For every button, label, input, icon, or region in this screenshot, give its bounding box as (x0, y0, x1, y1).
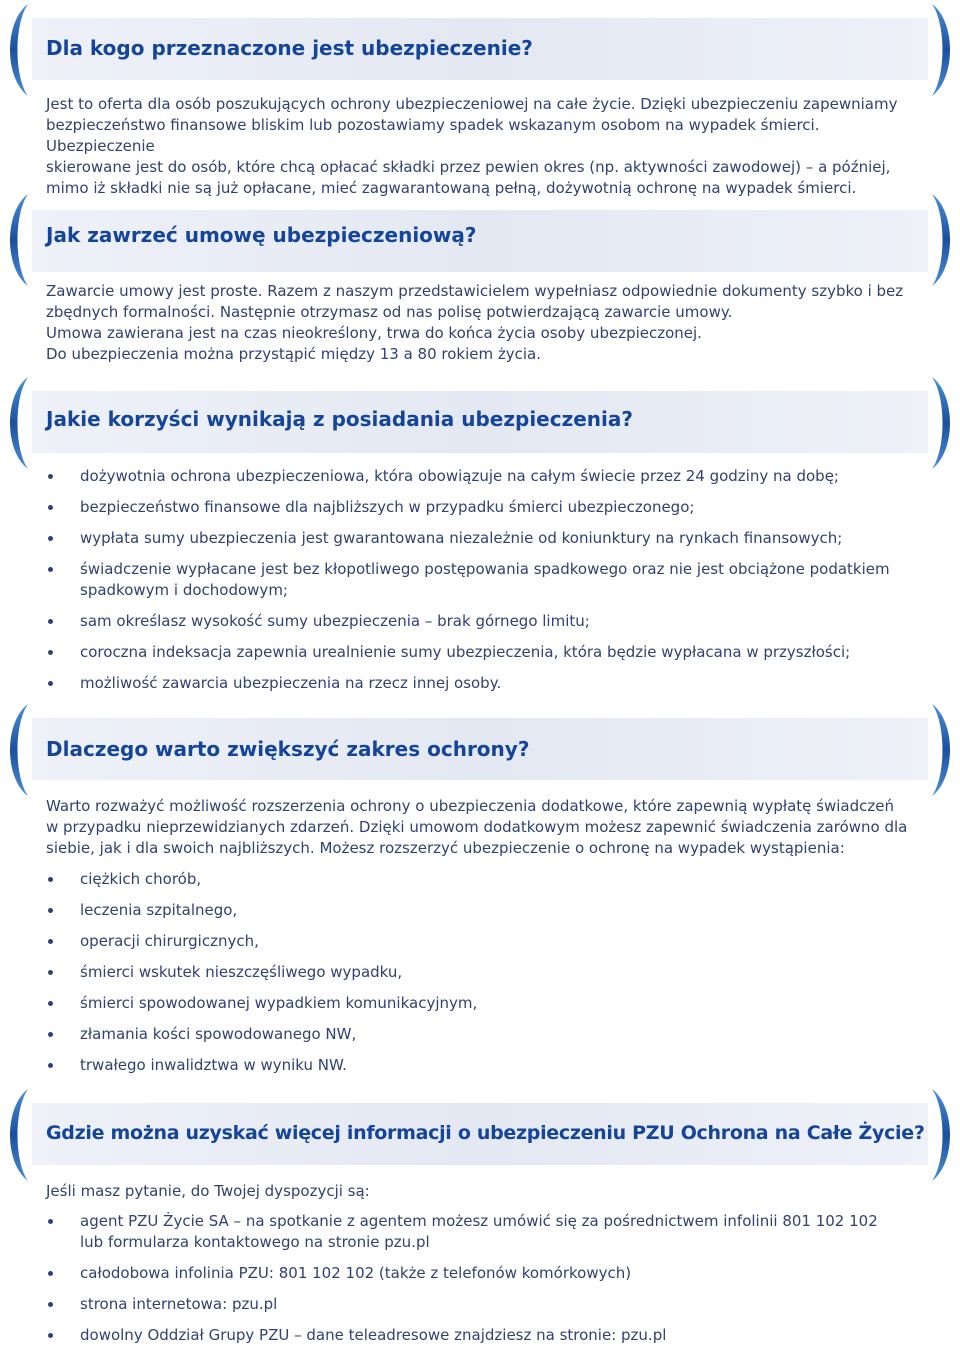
list-item (46, 559, 916, 601)
list-item: złamania kości spowodowanego NW, (46, 1024, 916, 1045)
text-line: Do ubezpieczenia można przystąpić między 13 a 80 rokiem życia. (46, 345, 542, 363)
text-line: bezpieczeństwo finansowe bliskim lub pozostawiamy spadek wskazanym osobom na wypadek śmierci. Ubezpieczenie (46, 116, 820, 155)
list-item: trwałego inwalidztwa w wyniku NW. (46, 1055, 916, 1076)
list-item: dożywotnia ochrona ubezpieczeniowa, która obowiązuje na całym świecie przez 24 godziny na dobę; (46, 466, 916, 487)
right-bracket-decoration (928, 375, 958, 471)
section-title-why-extend: Dlaczego warto zwiększyć zakres ochrony? (46, 737, 530, 761)
text-line: Zawarcie umowy jest proste. Razem z naszym przedstawicielem wypełniasz odpowiednie dokumenty szybko i bez (46, 282, 904, 300)
section-title-who-for: Dla kogo przeznaczone jest ubezpieczenie? (46, 36, 533, 60)
list-item: możliwość zawarcia ubezpieczenia na rzecz innej osoby. (46, 673, 916, 694)
why-extend-paragraph (46, 796, 916, 859)
contact-list (46, 1211, 916, 1346)
list-item-line: świadczenie wypłacane jest bez kłopotliwego postępowania spadkowego oraz nie jest obciążone podatkiem (80, 560, 890, 578)
list-item: dowolny Oddział Grupy PZU – dane teleadresowe znajdziesz na stronie: pzu.pl (46, 1325, 916, 1346)
right-bracket-decoration (928, 702, 958, 798)
list-item: coroczna indeksacja zapewnia urealnienie sumy ubezpieczenia, która będzie wypłacana w przyszłości; (46, 642, 916, 663)
list-item: całodobowa infolinia PZU: 801 102 102 (także z telefonów komórkowych) (46, 1263, 916, 1284)
list-item: ciężkich chorób, (46, 869, 916, 890)
left-bracket-decoration (2, 2, 32, 98)
list-item (46, 1211, 916, 1253)
left-bracket-decoration (2, 1087, 32, 1183)
section-title-how-to-sign: Jak zawrzeć umowę ubezpieczeniową? (46, 223, 477, 247)
list-item: operacji chirurgicznych, (46, 931, 916, 952)
text-line: zbędnych formalności. Następnie otrzymasz od nas polisę potwierdzającą zawarcie umowy. (46, 303, 733, 321)
list-item: śmierci wskutek nieszczęśliwego wypadku, (46, 962, 916, 983)
right-bracket-decoration (928, 192, 958, 288)
list-item-line: spadkowym i dochodowym; (80, 581, 288, 599)
section-title-more-info: Gdzie można uzyskać więcej informacji o ubezpieczeniu PZU Ochrona na Całe Życie? (46, 1122, 925, 1144)
how-to-sign-paragraph (46, 281, 916, 365)
text-line: w przypadku nieprzewidzianych zdarzeń. Dzięki umowom dodatkowym możesz zapewnić świadczenia zarówno dla (46, 818, 908, 836)
list-item: strona internetowa: pzu.pl (46, 1294, 916, 1315)
who-for-paragraph (46, 94, 916, 199)
left-bracket-decoration (2, 375, 32, 471)
right-bracket-decoration (928, 2, 958, 98)
list-item-line: lub formularza kontaktowego na stronie pzu.pl (80, 1233, 430, 1251)
text-line: mimo iż składki nie są już opłacane, mieć zagwarantowaną pełną, dożywotnią ochronę na wypadek śmierci. (46, 179, 857, 197)
left-bracket-decoration (2, 192, 32, 288)
benefits-list (46, 466, 916, 694)
text-line: skierowane jest do osób, które chcą opłacać składki przez pewien okres (np. aktywności zawodowej) – a później, (46, 158, 891, 176)
list-item: śmierci spowodowanej wypadkiem komunikacyjnym, (46, 993, 916, 1014)
list-item: leczenia szpitalnego, (46, 900, 916, 921)
left-bracket-decoration (2, 702, 32, 798)
section-title-benefits: Jakie korzyści wynikają z posiadania ubezpieczenia? (46, 407, 633, 431)
right-bracket-decoration (928, 1087, 958, 1183)
text-line: Jest to oferta dla osób poszukujących ochrony ubezpieczeniowej na całe życie. Dzięki ubezpieczeniu zapewniamy (46, 95, 898, 113)
more-info-intro: Jeśli masz pytanie, do Twojej dyspozycji są: (46, 1182, 370, 1200)
list-item: wypłata sumy ubezpieczenia jest gwarantowana niezależnie od koniunktury na rynkach finansowych; (46, 528, 916, 549)
text-line: Warto rozważyć możliwość rozszerzenia ochrony o ubezpieczenia dodatkowe, które zapewnią wypłatę świadczeń (46, 797, 894, 815)
list-item: sam określasz wysokość sumy ubezpieczenia – brak górnego limitu; (46, 611, 916, 632)
text-line: Umowa zawierana jest na czas nieokreślony, trwa do końca życia osoby ubezpieczonej. (46, 324, 702, 342)
list-item: bezpieczeństwo finansowe dla najbliższych w przypadku śmierci ubezpieczonego; (46, 497, 916, 518)
list-item-line: agent PZU Życie SA – na spotkanie z agentem możesz umówić się za pośrednictwem infolinii 801 102 102 (80, 1212, 878, 1230)
riders-list (46, 869, 916, 1076)
text-line: siebie, jak i dla swoich najbliższych. Możesz rozszerzyć ubezpieczenie o ochronę na wypadek wystąpienia: (46, 839, 845, 857)
